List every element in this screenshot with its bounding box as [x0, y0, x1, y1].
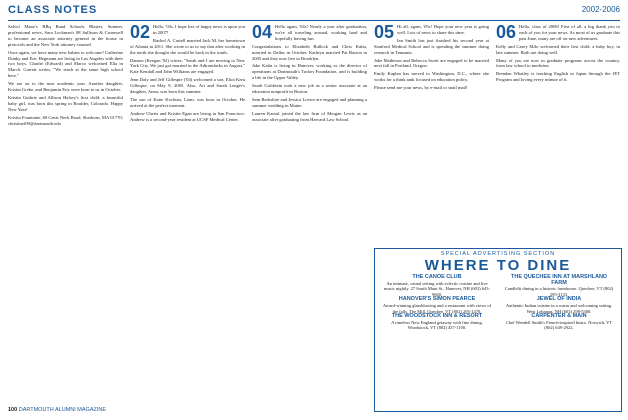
- paragraph: Please send me your news, by e-mail or snail mail!: [374, 85, 468, 91]
- paragraph: Kristin Guthrie and Allison Halsey's first child, a beautiful baby girl, was born this spring in Boulder, Colorado. Happy New Year!: [8, 94, 123, 112]
- paragraph: Many of you are now in graduate programs across the country, from law school to medicine.: [496, 57, 620, 69]
- paragraph: Andrew Cheris and Kristin Egan are living in San Francisco. Andrew is a second-year resident at UCSF Medical Center.: [130, 110, 245, 122]
- paragraph: Brendan Whatley is teaching English in Japan through the JET Program and loving every minute of it.: [496, 71, 620, 83]
- listing-name: CARPENTER & MAIN: [531, 313, 587, 320]
- paragraph: Once again, we have many new babies to welcome! Catherine Dunky and Eric Hegmann are living in Los Angeles with their two boys. Charlie (Edward) and Marco welcomed Ella in March. Garrett writes, "We teach at the same high school here.": [8, 49, 123, 79]
- paragraph: Jake Matheson and Rebecca Swett are engaged to be married next fall in Portland, Oregon.: [374, 57, 489, 69]
- class-years: 2002-2006: [581, 5, 620, 14]
- column-3: [252, 24, 367, 404]
- section-title: CLASS NOTES: [8, 4, 98, 16]
- paragraph: Sam Berkshire and Jessica Loewe are engaged and planning a summer wedding in Maine.: [252, 96, 367, 108]
- paragraph: Hello, '03s. I hope lots of happy news is upon you in 2007!: [153, 24, 245, 35]
- class-year-04: 04: [252, 24, 273, 42]
- paragraph: Damon (Keegan '02) writes, "Sarah and I are moving to New York City. We just got married in the Adirondacks in August." Kate Kendall and John Williams are engaged.: [130, 57, 245, 75]
- where-to-dine-ad: [374, 248, 622, 412]
- listing-name: THE CANOE CLUB: [412, 274, 462, 280]
- ad-banner: SPECIAL ADVERTISING SECTION: [440, 251, 556, 257]
- listing-name: JEWEL OF INDIA: [536, 296, 582, 303]
- paragraph: Lauren Kassul joined the law firm of Morgan Lewis as an associate after graduating from Harvard Law School.: [252, 110, 367, 122]
- listing-name: THE WOODSTOCK INN & RESORT: [391, 313, 483, 320]
- paragraph: Hello, class of 2006! First of all, a big thank you to each of you for your news. As most of us graduate this past June, many are off on new adventures.: [519, 24, 620, 41]
- class-year-05: 05: [374, 24, 395, 42]
- paragraph: Kelly and Casey Milo welcomed their first child, a baby boy, in late summer. Both are doing well.: [496, 43, 620, 55]
- listing-text: An intimate, casual setting with eclectic cuisine and live music nightly. 27 South Main St., Hanover, NH (603) 643-9660.: [384, 280, 490, 297]
- column-1: [8, 24, 123, 404]
- paragraph: Hi all, again, '05s! Hope your new year is going well. Lots of news to share this time.: [397, 24, 489, 35]
- paragraph: Jake Kalin is living in Hanover, working as the director of operations at Dartmouth's Tucker Foundation, and is building a life in the Upper Valley.: [252, 63, 367, 81]
- class-year-06: 06: [496, 24, 517, 42]
- listing-text: Chef Wendell Smith's French-inspired bistro. Norwich, VT (802) 649-2922.: [505, 319, 613, 331]
- column-4: [374, 24, 489, 246]
- listings-left: [381, 275, 493, 331]
- listing-name: THE QUECHEE INN AT MARSHLAND FARM: [511, 274, 607, 286]
- listings-right: [503, 275, 615, 331]
- paragraph: Hello again, '04s! Nearly a year after graduation, we're all traveling around, working hard and hopefully having fun.: [275, 24, 367, 41]
- paragraph: Jenn Daly and Jeff Gillespie ('04) welcomed a son, Eliot Kent Gillespie, on May 9, 2005. Also, Ari and Sarah Lenger's daughter, Anna, was born this summer.: [130, 77, 245, 95]
- paragraph: Emily Kaplan has moved to Washington, D.C., where she works for a think tank focused on education policy.: [374, 71, 489, 83]
- page-footer: [8, 407, 308, 413]
- listing-text: A timeless New England getaway with fine dining. Woodstock, VT (802) 457-1100.: [391, 319, 483, 331]
- paragraph: Salvol Mano's BBq Band Schools Blaster, Sumner, professional news, Sara Lockman's 08 Sullivan & Cromwell to become an associate attorney general in the house in protocols and the New York attorney counsel.: [8, 24, 123, 47]
- page-number: 100: [8, 407, 18, 413]
- ad-title: WHERE TO DINE: [424, 257, 572, 274]
- publication-name: DARTMOUTH ALUMNI MAGAZINE: [18, 407, 107, 413]
- class-notes-header: [8, 4, 620, 21]
- paragraph: Sarah Goldstein took a new job as a senior associate at an education nonprofit in Boston.: [252, 83, 367, 95]
- paragraph: Kristin Fountaine, 68 Great Neck Road, Sherborn, MA 01770; christinef09@dartmouth.edu: [8, 114, 123, 126]
- paragraph: The son of Katie Kochian, Liam, was born in October. He arrived at the perfect moment.: [130, 96, 245, 108]
- column-2: [130, 24, 245, 404]
- listing-text: Authentic Indian cuisine in a warm and welcoming setting. West Lebanon, NH (603) 298-5300.: [505, 302, 613, 314]
- listing-name: HANOVER'S SIMON PEARCE: [398, 296, 476, 303]
- paragraph: Rachel A. Castell married Jack M. her hometown of Atlanta in 2011. She wrote to us to say that after working in the north she thought she would be back in the south.: [130, 37, 245, 55]
- listing-text: Candlelit dining in a historic farmhouse. Quechee, VT (802) 295-3133.: [504, 286, 614, 297]
- column-5: [496, 24, 620, 246]
- paragraph: We are on to the next academic year. Another daughter, Kristin Grebe, and Benjamin Eric were born to us in October.: [8, 81, 123, 93]
- paragraph: Congratulations to Elizabeth Bullock and Chris Kuhn, married in Dallas in October. Kathryn married Pat Burton in 2005 and they now live in Brooklyn.: [252, 43, 367, 61]
- class-year-02: 02: [130, 24, 151, 42]
- listing-text: Award-winning glassblowing and a restaurant with views of the falls. The Mill, Quechee, VT (802) 295-1470.: [382, 302, 492, 314]
- paragraph: Ian Smith has just finished his second year at Stanford Medical School and is spending the summer doing research in Tanzania.: [374, 37, 489, 55]
